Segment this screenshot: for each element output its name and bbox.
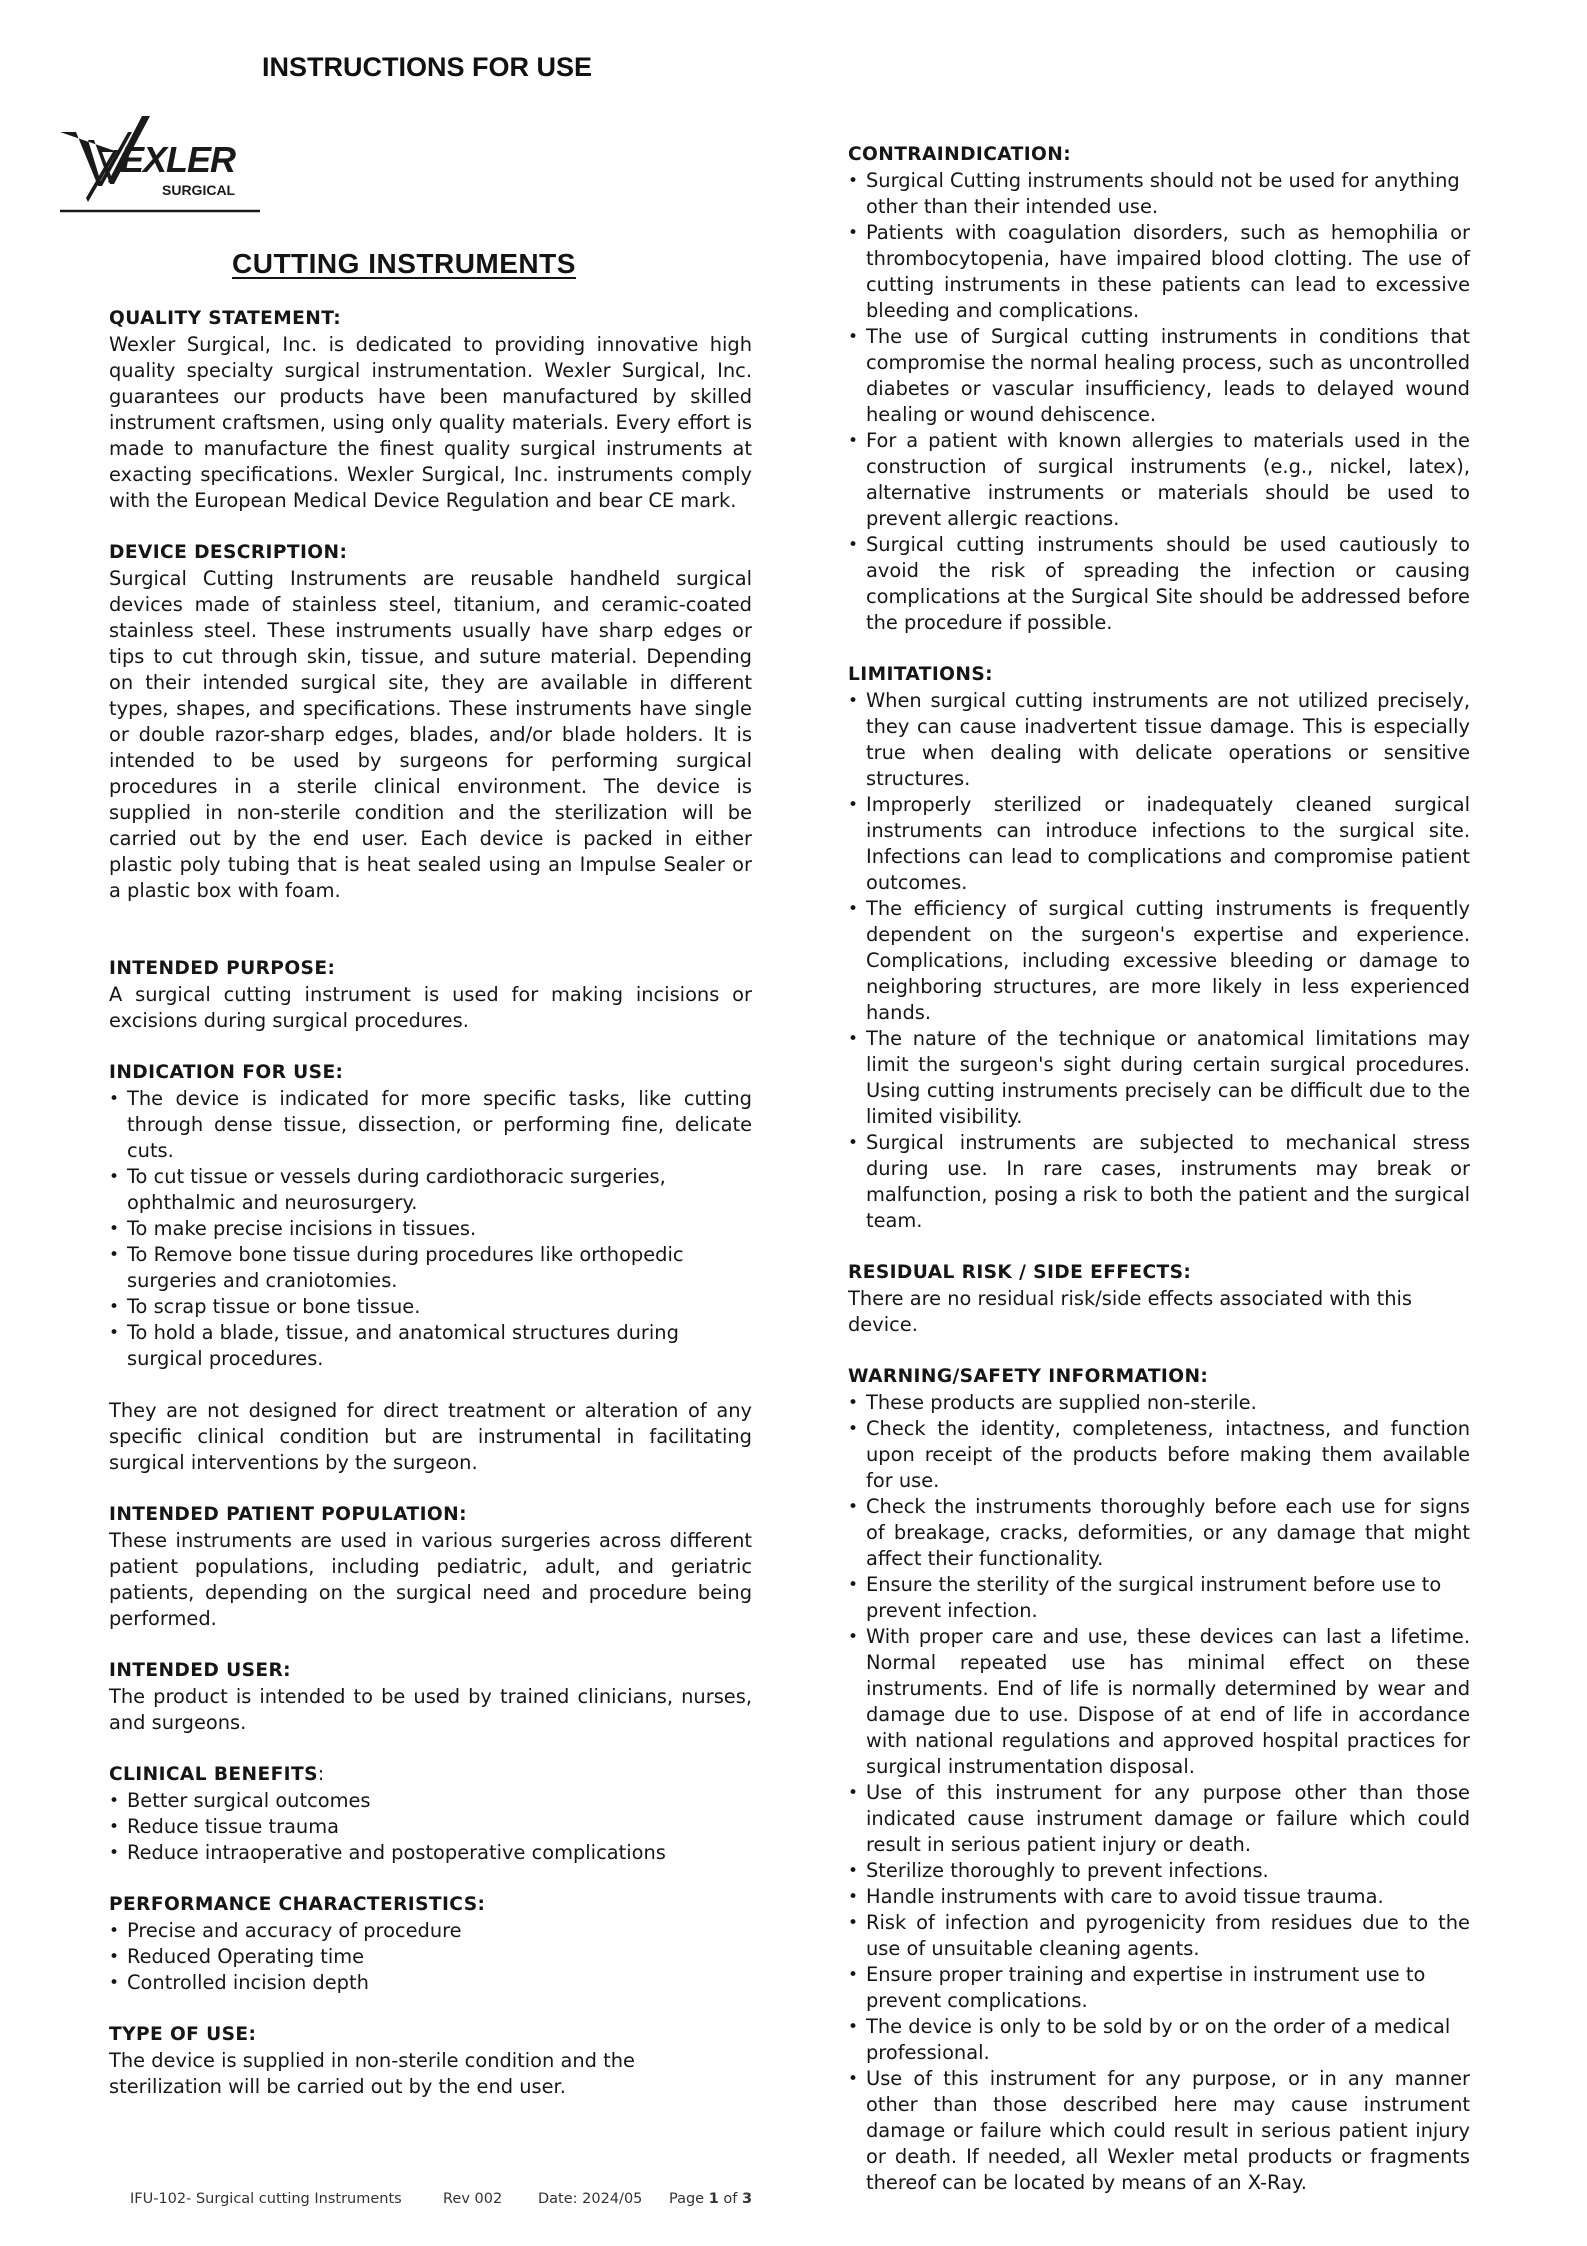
footer-page-of: of — [718, 2191, 743, 2207]
section-heading: CONTRAINDICATION: — [848, 144, 1072, 165]
section-text: Wexler Surgical, Inc. is dedicated to providing innovative high quality specialty surgical instrumentation. Wexler Surgical, Inc. guarantees our products have been manufactured by skilled instrument craftsmen, using only quality materials. Every effort is made to manufacture the finest quality surgical instruments at exacting specifications. Wexler Surgical, Inc. instruments comply with the European Medical Device Regulation and bear CE mark. — [109, 333, 752, 512]
left-column — [109, 306, 752, 2100]
list-item: • Controlled incision depth — [109, 1970, 752, 1996]
list-item: • The device is indicated for more specific tasks, like cutting through dense tissue, dissection, or performing fine, delicate cuts. — [109, 1086, 752, 1164]
list-item: • To cut tissue or vessels during cardiothoracic surgeries, ophthalmic and neurosurgery. — [109, 1164, 752, 1216]
warning-section — [848, 1364, 1470, 2196]
list-item: • These products are supplied non-sterile. — [848, 1390, 1470, 1416]
right-column — [848, 142, 1470, 2196]
indication-list — [109, 1086, 752, 1372]
section-heading: LIMITATIONS: — [848, 664, 993, 685]
list-item: • To make precise incisions in tissues. — [109, 1216, 752, 1242]
list-item: • Reduced Operating time — [109, 1944, 752, 1970]
list-item: • Reduce intraoperative and postoperative complications — [109, 1840, 752, 1866]
footer-doc-id: IFU-102- Surgical cutting Instruments — [130, 2191, 402, 2207]
section-heading — [109, 1762, 752, 1788]
list-item: • Precise and accuracy of procedure — [109, 1918, 752, 1944]
list-item: • Check the identity, completeness, intactness, and function upon receipt of the products before making them available for use. — [848, 1416, 1470, 1494]
section-heading: DEVICE DESCRIPTION: — [109, 542, 348, 563]
footer-date: Date: 2024/05 — [538, 2191, 643, 2207]
list-item: • To Remove bone tissue during procedures like orthopedic surgeries and craniotomies. — [109, 1242, 752, 1294]
device-description-section — [109, 540, 752, 904]
list-item: • Sterilize thoroughly to prevent infections. — [848, 1858, 1470, 1884]
wexler-logo — [58, 112, 263, 216]
section-heading-text: CLINICAL BENEFITS — [109, 1764, 318, 1785]
limitations-list — [848, 688, 1470, 1234]
list-item: • Use of this instrument for any purpose other than those indicated cause instrument damage or failure which could result in serious patient injury or death. — [848, 1780, 1470, 1858]
header-title: INSTRUCTIONS FOR USE — [262, 52, 593, 82]
list-item: • Better surgical outcomes — [109, 1788, 752, 1814]
section-heading: WARNING/SAFETY INFORMATION: — [848, 1366, 1209, 1387]
logo-wordmark: EXLER — [120, 139, 236, 180]
document-title: CUTTING INSTRUMENTS — [232, 248, 576, 279]
quality-statement-section — [109, 306, 752, 514]
section-text: The product is intended to be used by trained clinicians, nurses, and surgeons. — [109, 1685, 752, 1734]
footer-page-prefix: Page — [669, 2191, 709, 2207]
benefits-list — [109, 1788, 752, 1866]
list-item: • To hold a blade, tissue, and anatomical structures during surgical procedures. — [109, 1320, 752, 1372]
list-item: • Surgical cutting instruments should be used cautiously to avoid the risk of spreading the infection or causing complications at the Surgical Site should be addressed before the procedure if possible. — [848, 532, 1470, 636]
list-item: • Improperly sterilized or inadequately cleaned surgical instruments can introduce infections to the surgical site. Infections can lead to complications and compromise patient outcomes. — [848, 792, 1470, 896]
indication-section — [109, 1060, 752, 1476]
footer-page-number — [669, 2191, 752, 2207]
wexler-logo-graphic — [58, 112, 263, 216]
footer-page-current: 1 — [708, 2191, 719, 2207]
performance-list — [109, 1918, 752, 1996]
section-text: Surgical Cutting Instruments are reusable handheld surgical devices made of stainless steel, titanium, and ceramic-coated stainless steel. These instruments usually have sharp edges or tips to cut through skin, tissue, and suture material. Depending on their intended surgical site, they are available in different types, shapes, and specifications. These instruments have single or double razor-sharp edges, blades, and/or blade holders. It is intended to be used by surgeons for performing surgical procedures in a sterile clinical environment. The device is supplied in non-sterile condition and the sterilization will be carried out by the end user. Each device is packed in either plastic poly tubing that is heat sealed using an Impulse Sealer or a plastic box with foam. — [109, 567, 752, 902]
contraindication-list — [848, 168, 1470, 636]
section-text: The device is supplied in non-sterile condition and the sterilization will be carried out by the end user. — [109, 2049, 635, 2098]
footer-page-total: 3 — [742, 2191, 753, 2207]
list-item: • For a patient with known allergies to materials used in the construction of surgical instruments (e.g., nickel, latex), alternative instruments or materials should be used to prevent allergic reactions. — [848, 428, 1470, 532]
list-item: • When surgical cutting instruments are not utilized precisely, they can cause inadvertent tissue damage. This is especially true when dealing with delicate operations or sensitive structures. — [848, 688, 1470, 792]
section-text: There are no residual risk/side effects associated with this device. — [848, 1287, 1412, 1336]
performance-section — [109, 1892, 752, 1996]
indication-note: They are not designed for direct treatment or alteration of any specific clinical condition but are instrumental in facilitating surgical interventions by the surgeon. — [109, 1399, 752, 1474]
section-heading: INTENDED PURPOSE: — [109, 958, 336, 979]
limitations-section — [848, 662, 1470, 1234]
contraindication-section — [848, 142, 1470, 636]
type-of-use-section — [109, 2022, 752, 2100]
warning-list — [848, 1390, 1470, 2196]
section-heading: INTENDED PATIENT POPULATION: — [109, 1504, 467, 1525]
list-item: • Check the instruments thoroughly before each use for signs of breakage, cracks, deformities, or any damage that might affect their functionality. — [848, 1494, 1470, 1572]
section-text: A surgical cutting instrument is used for making incisions or excisions during surgical procedures. — [109, 983, 752, 1032]
list-item: • With proper care and use, these devices can last a lifetime. Normal repeated use has minimal effect on these instruments. End of life is normally determined by wear and damage due to use. Dispose of at end of life in accordance with national regulations and approved hospital practices for surgical instrumentation disposal. — [848, 1624, 1470, 1780]
patient-population-section — [109, 1502, 752, 1632]
intended-purpose-section — [109, 956, 752, 1034]
list-item: • Handle instruments with care to avoid tissue trauma. — [848, 1884, 1470, 1910]
intended-user-section — [109, 1658, 752, 1736]
logo-subtext: SURGICAL — [162, 182, 236, 198]
list-item: • Use of this instrument for any purpose, or in any manner other than those described here may cause instrument damage or failure which could result in serious patient injury or death. If needed, all Wexler metal products or fragments thereof can be located by means of an X-Ray. — [848, 2066, 1470, 2196]
clinical-benefits-section — [109, 1762, 752, 1866]
section-heading: PERFORMANCE CHARACTERISTICS: — [109, 1894, 486, 1915]
list-item: • Reduce tissue trauma — [109, 1814, 752, 1840]
list-item: • Ensure proper training and expertise in instrument use to prevent complications. — [848, 1962, 1470, 2014]
section-heading: INDICATION FOR USE: — [109, 1062, 344, 1083]
list-item: • Ensure the sterility of the surgical instrument before use to prevent infection. — [848, 1572, 1470, 1624]
list-item: • The use of Surgical cutting instruments in conditions that compromise the normal healing process, such as uncontrolled diabetes or vascular insufficiency, leads to delayed wound healing or wound dehiscence. — [848, 324, 1470, 428]
list-item: • Surgical instruments are subjected to mechanical stress during use. In rare cases, instruments may break or malfunction, posing a risk to both the patient and the surgical team. — [848, 1130, 1470, 1234]
section-heading: INTENDED USER: — [109, 1660, 292, 1681]
footer-revision: Rev 002 — [443, 2191, 503, 2207]
section-heading: TYPE OF USE: — [109, 2024, 257, 2045]
list-item: • Patients with coagulation disorders, such as hemophilia or thrombocytopenia, have impaired blood clotting. The use of cutting instruments in these patients can lead to excessive bleeding and complications. — [848, 220, 1470, 324]
section-heading-colon: : — [317, 1764, 325, 1785]
section-heading: QUALITY STATEMENT: — [109, 308, 342, 329]
list-item: • Risk of infection and pyrogenicity from residues due to the use of unsuitable cleaning agents. — [848, 1910, 1470, 1962]
list-item: • The device is only to be sold by or on the order of a medical professional. — [848, 2014, 1470, 2066]
list-item: • To scrap tissue or bone tissue. — [109, 1294, 752, 1320]
section-heading: RESIDUAL RISK / SIDE EFFECTS: — [848, 1262, 1192, 1283]
list-item: • The efficiency of surgical cutting instruments is frequently dependent on the surgeon's expertise and experience. Complications, including excessive bleeding or damage to neighboring structures, are more likely in less experienced hands. — [848, 896, 1470, 1026]
residual-risk-section — [848, 1260, 1470, 1338]
list-item: • The nature of the technique or anatomical limitations may limit the surgeon's sight during certain surgical procedures. Using cutting instruments precisely can be difficult due to the limited visibility. — [848, 1026, 1470, 1130]
section-text: These instruments are used in various surgeries across different patient populations, including pediatric, adult, and geriatric patients, depending on the surgical need and procedure being performed. — [109, 1529, 752, 1630]
list-item: • Surgical Cutting instruments should not be used for anything other than their intended use. — [848, 168, 1470, 220]
